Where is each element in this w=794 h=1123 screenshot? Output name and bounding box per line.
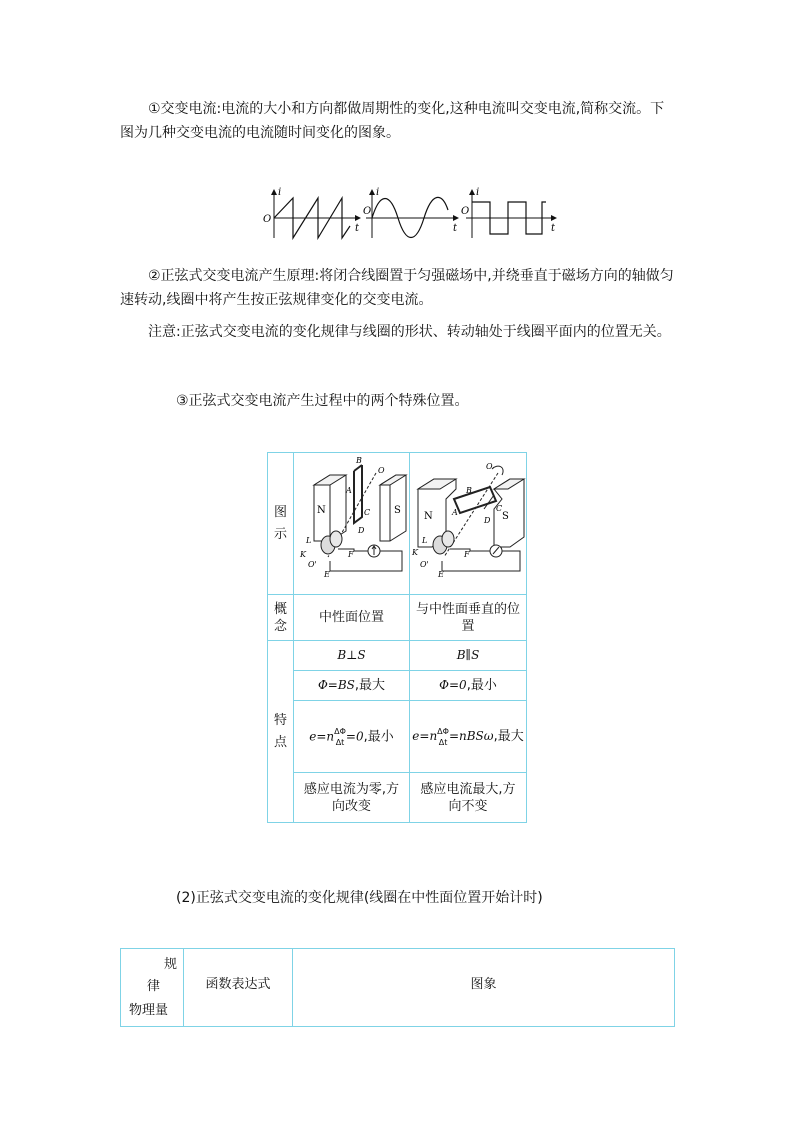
label-N: N bbox=[317, 505, 326, 516]
label-B: B bbox=[356, 456, 362, 465]
sawtooth-graph bbox=[263, 187, 360, 238]
label-D: D bbox=[358, 526, 365, 535]
ac-waveform-graphs bbox=[258, 186, 560, 242]
label-L: L bbox=[422, 536, 428, 545]
feature-b-parallel-s: B∥S bbox=[410, 641, 527, 671]
label-O-prime: O' bbox=[308, 560, 317, 569]
label-A: A bbox=[452, 508, 458, 517]
row-header-concept: 概念 bbox=[268, 595, 294, 641]
axis-t-label: t bbox=[453, 223, 458, 234]
label-L: L bbox=[306, 536, 312, 545]
feature-flux-max: Φ=BS,最大 bbox=[294, 671, 410, 701]
label-C: C bbox=[364, 508, 371, 517]
axis-i-label: i bbox=[476, 187, 480, 198]
label-N: N bbox=[424, 511, 433, 522]
concept-left: 中性面位置 bbox=[294, 595, 410, 641]
header-physical-quantity: 物理量 bbox=[129, 1003, 169, 1018]
label-F: F bbox=[464, 550, 470, 559]
label-D: D bbox=[484, 516, 491, 525]
feature-emf-max: e=nΔΦ Δt =nBSω,最大 bbox=[410, 701, 527, 773]
label-O: O bbox=[486, 462, 493, 471]
paragraph-variation-rule: (2)正弦式交变电流的变化规律(线圈在中性面位置开始计时) bbox=[176, 890, 543, 906]
concept-right: 与中性面垂直的位置 bbox=[410, 595, 527, 641]
paragraph-ac-definition: ①交变电流:电流的大小和方向都做周期性的变化,这种电流叫交变电流,简称交流。下图为几种交变电流的电流随时间变化的图象。 bbox=[120, 101, 665, 141]
paragraph-special-positions: ③正弦式交变电流产生过程中的两个特殊位置。 bbox=[176, 393, 469, 409]
variation-rule-table bbox=[120, 948, 675, 1027]
label-B: B bbox=[466, 486, 472, 495]
feature-current-max: 感应电流最大,方向不变 bbox=[410, 773, 527, 823]
label-E: E bbox=[324, 570, 330, 579]
origin-label: O bbox=[363, 206, 372, 217]
axis-i-label: i bbox=[376, 187, 380, 198]
origin-label: O bbox=[263, 214, 272, 225]
label-A: A bbox=[346, 486, 352, 495]
square-wave-graph bbox=[461, 187, 556, 238]
generator-diagram-perpendicular bbox=[410, 453, 526, 589]
label-C: C bbox=[496, 504, 503, 513]
diagonal-header-cell bbox=[121, 949, 184, 1027]
feature-emf-min: e=nΔΦ Δt =0,最小 bbox=[294, 701, 410, 773]
label-S: S bbox=[394, 505, 401, 516]
axis-t-label: t bbox=[551, 223, 556, 234]
label-K: K bbox=[412, 548, 418, 557]
row-header-feature: 特点 bbox=[268, 641, 294, 823]
sine-graph bbox=[363, 187, 458, 238]
paragraph-principle: ②正弦式交变电流产生原理:将闭合线圈置于匀强磁场中,并绕垂直于磁场方向的轴做匀速转动,线圈中将产生按正弦规律变化的交变电流。 bbox=[120, 268, 674, 308]
diagram-neutral-plane bbox=[294, 453, 410, 595]
diagram-perpendicular bbox=[410, 453, 527, 595]
label-K: K bbox=[300, 550, 306, 559]
generator-diagram-neutral bbox=[294, 453, 409, 589]
origin-label: O bbox=[461, 206, 470, 217]
row-header-diagram: 图示 bbox=[268, 453, 294, 595]
axis-i-label: i bbox=[278, 187, 282, 198]
feature-flux-min: Φ=0,最小 bbox=[410, 671, 527, 701]
axis-t-label: t bbox=[355, 223, 360, 234]
label-O-prime: O' bbox=[420, 560, 429, 569]
label-E: E bbox=[438, 570, 444, 579]
paragraph-note: 注意:正弦式交变电流的变化规律与线圈的形状、转动轴处于线圈平面内的位置无关。 bbox=[148, 324, 671, 340]
header-graph: 图象 bbox=[293, 949, 675, 1027]
special-positions-table bbox=[267, 452, 527, 823]
header-rule-top: 规 bbox=[163, 957, 177, 972]
header-rule-mid: 律 bbox=[147, 979, 161, 994]
header-function-expression: 函数表达式 bbox=[184, 949, 293, 1027]
label-F: F bbox=[348, 550, 354, 559]
feature-current-zero: 感应电流为零,方向改变 bbox=[294, 773, 410, 823]
label-O: O bbox=[378, 466, 385, 475]
label-S: S bbox=[502, 511, 509, 522]
feature-b-perp-s: B⊥S bbox=[294, 641, 410, 671]
